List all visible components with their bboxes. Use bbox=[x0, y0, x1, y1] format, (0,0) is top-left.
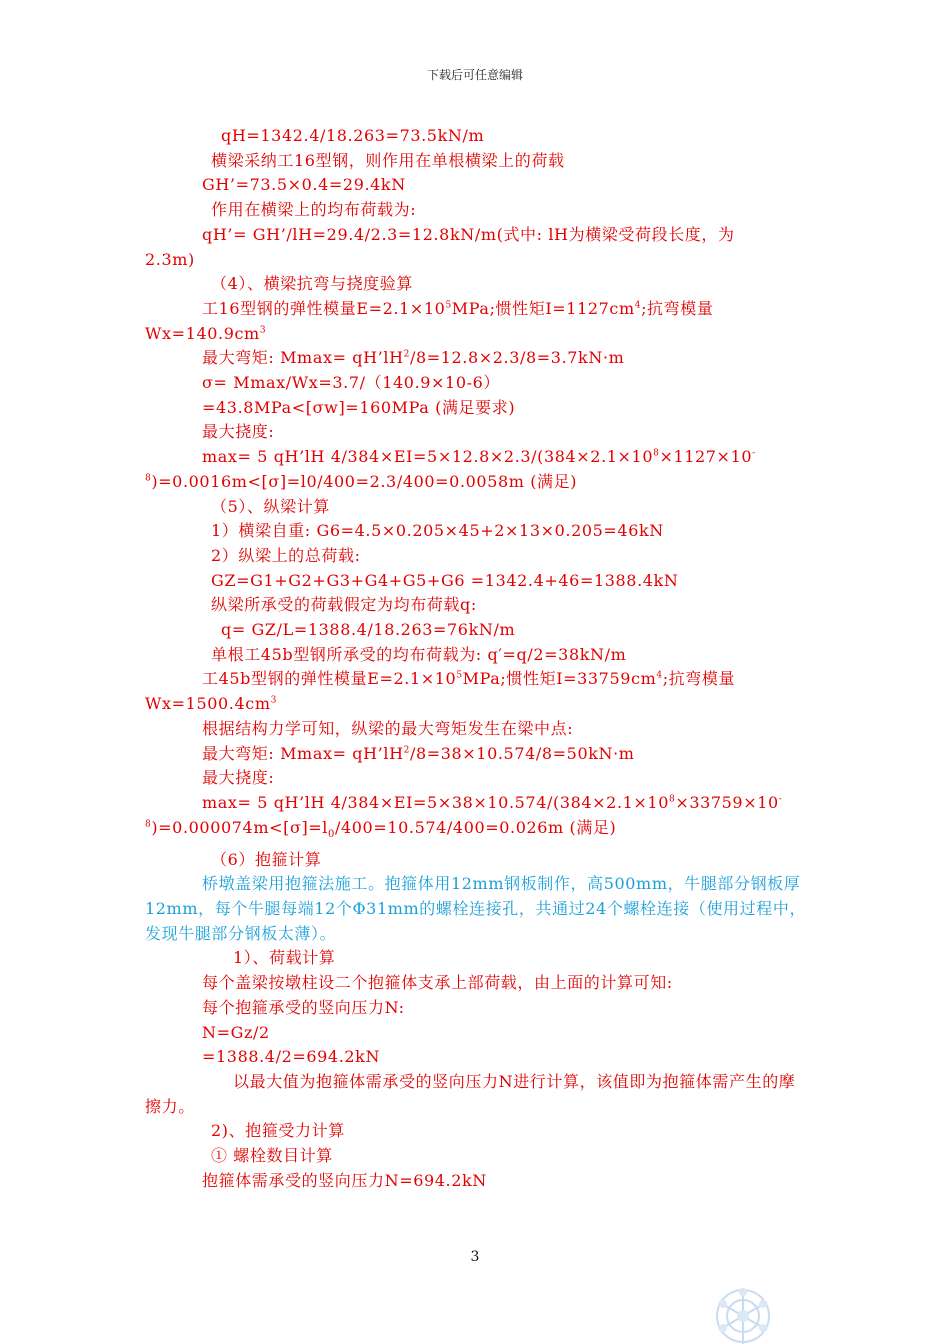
text-line: 最大弯矩: $Mmax= qH’lH^2/8=12.8\times 2.3/8=3.7kN\cdot m$ bbox=[202, 348, 625, 368]
text-line: 工45b型钢的弹性模量$E=2.1\times 10^5MPa$;惯性矩$I=33759cm^4$;抗弯模量 bbox=[202, 669, 736, 689]
text-line: σ= Mmax/Wx=3.7/（140.9×10-6） bbox=[202, 373, 500, 393]
text-line: 最大弯矩: $Mmax= qH’lH^2/8=38\times 10.574/8=50kN\cdot m$ bbox=[202, 743, 635, 763]
blue-paragraph: 桥墩盖梁用抱箍法施工。抱箍体用12mm钢板制作，高500mm，牛腿部分钢板厚12mm，每个牛腿每端12个Φ31mm的螺栓连接孔，共通过24个螺栓连接（使用过程中，发现牛腿部分钢板太薄）。 bbox=[145, 874, 807, 943]
text-line: 作用在横梁上的均布荷载为: bbox=[211, 200, 417, 220]
text-line: GZ=G1+G2+G3+G4+G5+G6 =1342.4+46=1388.4kN bbox=[211, 570, 679, 590]
text-line: N=Gz/2 bbox=[202, 1022, 270, 1042]
text-line: 工16型钢的弹性模量$E=2.1\times 10^5MPa$;惯性矩$I=1127cm^4$;抗弯模量 bbox=[202, 298, 714, 318]
text-line: $^8$)=0.0016m<[σ]=l0/400=2.3/400=0.0058m (满足) bbox=[145, 471, 578, 491]
document-body bbox=[145, 124, 810, 1193]
text-line: max= 5 qH’lH $4/384\times EI=5\times 12.8\times 2.3/(384\times 2.1\times 10^8\times 1127\times 10^-$ bbox=[202, 447, 756, 467]
text-line: $Wx=140.9cm^3$ bbox=[145, 323, 267, 343]
section-heading: 1）、荷载计算 bbox=[233, 948, 336, 968]
section-heading: （5）、纵梁计算 bbox=[211, 496, 330, 516]
text-line: =1388.4/2=694.2kN bbox=[202, 1047, 381, 1067]
page-number: 3 bbox=[470, 1249, 480, 1265]
text-line: GH’=73.5×0.4=29.4kN bbox=[202, 175, 406, 195]
snowflake-watermark-icon bbox=[707, 1278, 779, 1344]
text-line: 2.3m) bbox=[145, 249, 195, 269]
text-line: 纵梁所承受的荷载假定为均布荷载q: bbox=[211, 595, 477, 615]
text-paragraph: 以最大值为抱箍体需承受的竖向压力N进行计算，该值即为抱箍体需产生的摩擦力。 bbox=[145, 1071, 796, 1116]
section-heading: 2)、抱箍受力计算 bbox=[211, 1121, 345, 1141]
text-line: 最大挠度: bbox=[202, 768, 275, 788]
text-line: 2）纵梁上的总荷载: bbox=[211, 545, 361, 565]
text-line: 最大挠度: bbox=[202, 422, 275, 442]
text-line: 单根工45b型钢所承受的均布荷载为: q′=q/2=38kN/m bbox=[211, 644, 627, 664]
section-heading: （6）抱箍计算 bbox=[211, 849, 322, 869]
text-line: 抱箍体需承受的竖向压力N=694.2kN bbox=[202, 1170, 487, 1190]
text-line: 横梁采纳工16型钢，则作用在单根横梁上的荷载 bbox=[211, 150, 565, 170]
text-line: q= GZ/L=1388.4/18.263=76kN/m bbox=[221, 620, 516, 640]
text-line: 每个盖梁按墩柱设二个抱箍体支承上部荷载，由上面的计算可知: bbox=[202, 973, 673, 993]
text-line: 1）横梁自重: G6=4.5×0.205×45+2×13×0.205=46kN bbox=[211, 521, 664, 541]
text-line: 每个抱箍承受的竖向压力N: bbox=[202, 997, 405, 1017]
section-heading: （4）、横梁抗弯与挠度验算 bbox=[211, 274, 413, 294]
text-line: max= 5 qH’lH $4/384\times EI=5\times 38\times 10.574/(384\times 2.1\times 10^8\times 33759\times 10^-$ bbox=[202, 792, 783, 812]
text-line: ① 螺栓数目计算 bbox=[211, 1146, 333, 1166]
text-line: qH’= GH’/lH=29.4/2.3=12.8kN/m(式中: lH为横梁受荷段长度，为 bbox=[202, 224, 735, 244]
text-line: $^8)=0.000074m<[\sigma]=l_0/400=10.574/400=0.026m$ (满足) bbox=[145, 817, 617, 840]
text-line: =43.8MPa<[σw]=160MPa (满足要求) bbox=[202, 397, 516, 417]
page-header: 下载后可任意编辑 bbox=[426, 68, 523, 82]
text-line: qH=1342.4/18.263=73.5kN/m bbox=[221, 126, 485, 145]
text-line: 根据结构力学可知，纵梁的最大弯矩发生在梁中点: bbox=[202, 718, 574, 738]
text-line: $Wx=1500.4cm^3$ bbox=[145, 694, 277, 714]
